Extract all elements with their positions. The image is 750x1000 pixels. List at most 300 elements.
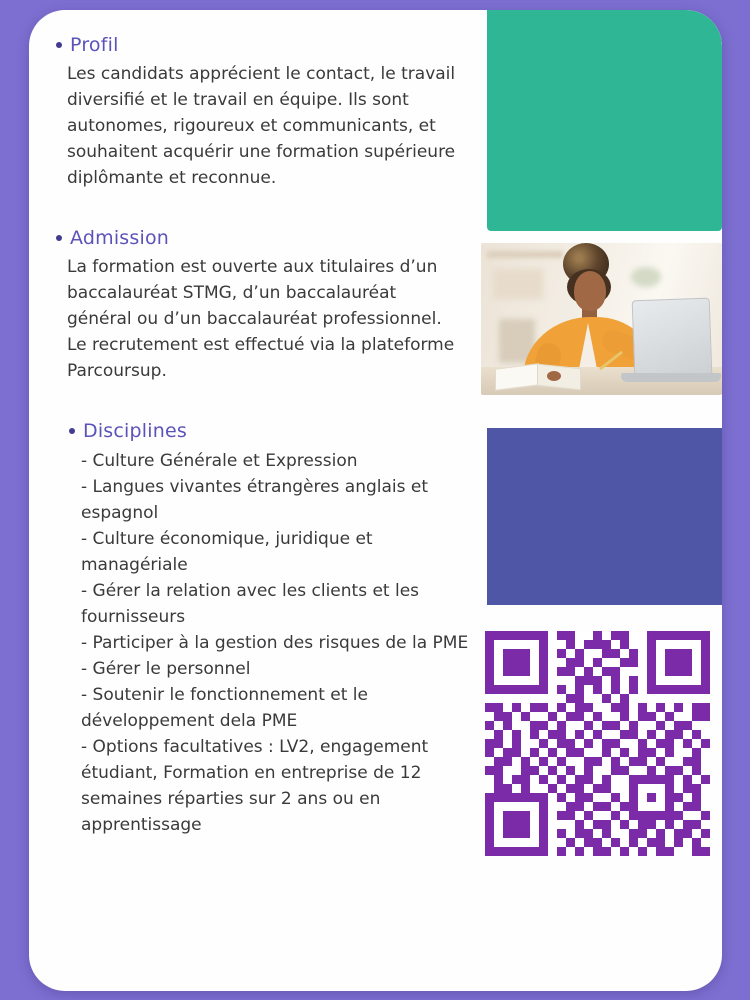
qr-module [692, 811, 701, 820]
qr-module [647, 811, 656, 820]
qr-module [656, 748, 665, 757]
qr-module [584, 811, 593, 820]
qr-module [584, 658, 593, 667]
photo-person-hand [547, 371, 561, 381]
qr-module [602, 676, 611, 685]
qr-module [512, 631, 521, 640]
qr-module [593, 694, 602, 703]
qr-module [665, 685, 674, 694]
qr-module [683, 757, 692, 766]
qr-module [584, 739, 593, 748]
qr-module [503, 766, 512, 775]
qr-module [656, 694, 665, 703]
qr-module [656, 721, 665, 730]
qr-module [593, 766, 602, 775]
qr-module [494, 658, 503, 667]
qr-module [602, 730, 611, 739]
qr-module [701, 631, 710, 640]
qr-module [647, 838, 656, 847]
qr-module [611, 739, 620, 748]
qr-module [674, 730, 683, 739]
qr-module [530, 649, 539, 658]
section-profil-heading [56, 34, 468, 56]
qr-module [638, 829, 647, 838]
qr-module [512, 640, 521, 649]
qr-module [683, 775, 692, 784]
qr-module [512, 685, 521, 694]
qr-module [602, 631, 611, 640]
qr-module [611, 721, 620, 730]
qr-module [503, 829, 512, 838]
qr-module [611, 775, 620, 784]
qr-module [503, 640, 512, 649]
qr-module [647, 685, 656, 694]
qr-module [611, 838, 620, 847]
qr-module [521, 721, 530, 730]
qr-module [512, 793, 521, 802]
qr-module [602, 775, 611, 784]
qr-module [611, 766, 620, 775]
qr-module [503, 676, 512, 685]
photo-plant [631, 267, 661, 287]
qr-module [494, 829, 503, 838]
qr-module [656, 649, 665, 658]
qr-module [575, 676, 584, 685]
qr-module [503, 748, 512, 757]
qr-module [539, 721, 548, 730]
qr-module [539, 838, 548, 847]
qr-module [683, 694, 692, 703]
qr-module [494, 640, 503, 649]
qr-module [557, 631, 566, 640]
qr-module [620, 730, 629, 739]
qr-module [656, 685, 665, 694]
qr-module [530, 784, 539, 793]
qr-module [638, 838, 647, 847]
qr-module [638, 730, 647, 739]
qr-module [665, 730, 674, 739]
qr-module [701, 685, 710, 694]
qr-module [593, 820, 602, 829]
qr-module [638, 631, 647, 640]
qr-module [665, 649, 674, 658]
qr-module [692, 640, 701, 649]
qr-module [485, 703, 494, 712]
qr-module [575, 712, 584, 721]
indigo-decor-block [487, 428, 722, 605]
bullet-icon [56, 42, 62, 48]
qr-module [692, 649, 701, 658]
qr-module [638, 820, 647, 829]
qr-module [620, 739, 629, 748]
qr-module [557, 685, 566, 694]
qr-module [566, 838, 575, 847]
qr-module [683, 685, 692, 694]
qr-module [647, 793, 656, 802]
qr-module [530, 694, 539, 703]
qr-module [611, 631, 620, 640]
qr-module [485, 748, 494, 757]
qr-module [674, 676, 683, 685]
qr-module [656, 811, 665, 820]
qr-module [485, 784, 494, 793]
qr-module [548, 838, 557, 847]
qr-module [530, 802, 539, 811]
qr-module [683, 838, 692, 847]
qr-module [485, 694, 494, 703]
qr-module [530, 712, 539, 721]
qr-module [548, 658, 557, 667]
qr-module [530, 739, 539, 748]
qr-module [548, 757, 557, 766]
qr-module [656, 784, 665, 793]
qr-module [701, 820, 710, 829]
qr-module [575, 757, 584, 766]
qr-module [512, 748, 521, 757]
qr-module [620, 694, 629, 703]
qr-module [494, 694, 503, 703]
qr-module [620, 757, 629, 766]
qr-module [629, 793, 638, 802]
qr-module [557, 775, 566, 784]
teal-decor-block [487, 10, 722, 231]
section-admission-heading [56, 227, 468, 249]
qr-module [575, 838, 584, 847]
qr-module [647, 703, 656, 712]
qr-module [548, 784, 557, 793]
qr-module [539, 640, 548, 649]
qr-module [584, 703, 593, 712]
qr-module [494, 802, 503, 811]
qr-module [629, 676, 638, 685]
qr-module [602, 766, 611, 775]
qr-module [620, 640, 629, 649]
qr-module [647, 820, 656, 829]
qr-module [683, 658, 692, 667]
qr-module [602, 820, 611, 829]
qr-module [692, 793, 701, 802]
qr-module [557, 802, 566, 811]
qr-module [656, 766, 665, 775]
qr-module [665, 811, 674, 820]
qr-module [557, 649, 566, 658]
qr-module [485, 820, 494, 829]
qr-module [521, 739, 530, 748]
qr-module [548, 730, 557, 739]
qr-module [674, 640, 683, 649]
qr-code [485, 631, 710, 856]
qr-module [629, 811, 638, 820]
qr-module [503, 730, 512, 739]
qr-module [548, 739, 557, 748]
qr-module [692, 847, 701, 856]
qr-module [620, 838, 629, 847]
photo-cupboard [493, 269, 543, 299]
qr-module [692, 829, 701, 838]
qr-module [629, 640, 638, 649]
qr-module [692, 631, 701, 640]
qr-module [602, 802, 611, 811]
qr-module [530, 757, 539, 766]
qr-module [683, 847, 692, 856]
qr-module [674, 847, 683, 856]
qr-module [593, 802, 602, 811]
qr-module [584, 685, 593, 694]
qr-module [620, 847, 629, 856]
qr-module [530, 775, 539, 784]
qr-module [539, 802, 548, 811]
qr-module [485, 829, 494, 838]
qr-module [638, 658, 647, 667]
qr-module [512, 820, 521, 829]
qr-module [656, 757, 665, 766]
qr-module [611, 694, 620, 703]
qr-module [557, 820, 566, 829]
qr-module [557, 694, 566, 703]
qr-module [485, 676, 494, 685]
qr-module [674, 757, 683, 766]
qr-module [503, 649, 512, 658]
qr-module [701, 829, 710, 838]
qr-module [602, 757, 611, 766]
qr-module [629, 766, 638, 775]
qr-module [647, 757, 656, 766]
qr-module [575, 748, 584, 757]
qr-module [638, 802, 647, 811]
qr-module [566, 847, 575, 856]
qr-module [674, 703, 683, 712]
qr-module [575, 802, 584, 811]
qr-module [494, 721, 503, 730]
section-body: La formation est ouverte aux titulaires d’un baccalauréat STMG, d’un baccalauréat général ou d’un baccalauréat professionnel. Le recrutement est effectué via la plateforme Parcoursup. [67, 257, 455, 381]
qr-module [530, 793, 539, 802]
qr-module [602, 793, 611, 802]
qr-module [566, 685, 575, 694]
qr-module [647, 694, 656, 703]
qr-module [602, 640, 611, 649]
qr-module [557, 811, 566, 820]
qr-module [593, 676, 602, 685]
qr-module [593, 685, 602, 694]
qr-module [521, 694, 530, 703]
qr-module [656, 676, 665, 685]
qr-module [674, 631, 683, 640]
qr-module [566, 658, 575, 667]
qr-module [530, 847, 539, 856]
qr-module [656, 829, 665, 838]
qr-module [584, 676, 593, 685]
qr-module [683, 802, 692, 811]
qr-module [674, 838, 683, 847]
qr-module [611, 703, 620, 712]
qr-module [575, 829, 584, 838]
qr-module [701, 721, 710, 730]
photo-laptop-screen [632, 298, 713, 379]
qr-module [557, 640, 566, 649]
qr-module [656, 631, 665, 640]
photo-shelf [487, 251, 563, 258]
qr-module [638, 649, 647, 658]
qr-module [494, 757, 503, 766]
qr-module [665, 802, 674, 811]
qr-module [611, 757, 620, 766]
qr-module [593, 847, 602, 856]
qr-module [638, 739, 647, 748]
qr-module [656, 667, 665, 676]
qr-module [701, 793, 710, 802]
qr-module [503, 793, 512, 802]
qr-module [692, 766, 701, 775]
qr-module [503, 847, 512, 856]
section-body: Les candidats apprécient le contact, le travail diversifié et le travail en équipe. Ils sont autonomes, rigoureux et communicants, et souhaitent acquérir une formation supérieure diplômante et reconnue. [67, 64, 456, 188]
qr-module [665, 829, 674, 838]
qr-module [521, 757, 530, 766]
qr-module [539, 766, 548, 775]
qr-module [530, 640, 539, 649]
qr-module [575, 667, 584, 676]
qr-module [593, 811, 602, 820]
qr-module [656, 703, 665, 712]
qr-module [683, 703, 692, 712]
qr-module [566, 667, 575, 676]
qr-module [656, 739, 665, 748]
qr-module [656, 730, 665, 739]
qr-module [665, 757, 674, 766]
qr-module [638, 676, 647, 685]
qr-module [647, 712, 656, 721]
qr-module [485, 739, 494, 748]
qr-module [674, 829, 683, 838]
qr-module [692, 730, 701, 739]
qr-module [620, 658, 629, 667]
qr-module [701, 712, 710, 721]
disciplines-list [81, 448, 473, 838]
qr-module [512, 721, 521, 730]
qr-module [575, 784, 584, 793]
qr-module [701, 667, 710, 676]
qr-module [602, 721, 611, 730]
qr-module [521, 829, 530, 838]
qr-module [593, 775, 602, 784]
qr-module [692, 658, 701, 667]
qr-module [674, 775, 683, 784]
qr-module [548, 793, 557, 802]
qr-module [602, 739, 611, 748]
qr-module [602, 658, 611, 667]
qr-module [557, 766, 566, 775]
qr-module [584, 847, 593, 856]
section-title: Profil [70, 34, 119, 56]
section-profil [56, 34, 468, 191]
qr-module [647, 739, 656, 748]
qr-module [485, 766, 494, 775]
qr-module [548, 847, 557, 856]
qr-module [584, 640, 593, 649]
qr-module [530, 676, 539, 685]
bullet-icon [69, 428, 75, 434]
qr-module [512, 730, 521, 739]
qr-module [620, 649, 629, 658]
qr-module [494, 748, 503, 757]
qr-module [548, 712, 557, 721]
qr-module [701, 838, 710, 847]
qr-module [512, 703, 521, 712]
qr-module [539, 784, 548, 793]
section-disciplines [69, 420, 468, 838]
qr-module [701, 802, 710, 811]
qr-module [611, 685, 620, 694]
qr-module [566, 748, 575, 757]
discipline-item: - Culture économique, juridique et managériale [81, 529, 373, 575]
qr-module [683, 793, 692, 802]
qr-module [539, 820, 548, 829]
qr-module [647, 721, 656, 730]
qr-module [521, 640, 530, 649]
qr-module [692, 784, 701, 793]
qr-module [611, 811, 620, 820]
qr-module [548, 676, 557, 685]
qr-module [485, 838, 494, 847]
section-disciplines-heading [69, 420, 468, 442]
qr-module [584, 766, 593, 775]
qr-module [647, 775, 656, 784]
qr-module [575, 739, 584, 748]
qr-module [548, 775, 557, 784]
qr-module [602, 649, 611, 658]
qr-module [521, 676, 530, 685]
qr-module [674, 766, 683, 775]
qr-module [494, 739, 503, 748]
qr-module [683, 784, 692, 793]
qr-module [611, 748, 620, 757]
qr-module [584, 694, 593, 703]
qr-module [638, 757, 647, 766]
section-title: Disciplines [83, 420, 187, 442]
qr-module [566, 739, 575, 748]
qr-module [566, 703, 575, 712]
qr-module [521, 820, 530, 829]
qr-module [692, 739, 701, 748]
qr-module [548, 829, 557, 838]
qr-module [674, 811, 683, 820]
qr-module [503, 667, 512, 676]
qr-module [521, 802, 530, 811]
qr-module [557, 784, 566, 793]
qr-module [683, 676, 692, 685]
qr-module [557, 667, 566, 676]
qr-module [548, 640, 557, 649]
qr-module [548, 694, 557, 703]
qr-module [701, 784, 710, 793]
qr-module [566, 631, 575, 640]
qr-module [575, 793, 584, 802]
qr-module [629, 847, 638, 856]
qr-module [512, 784, 521, 793]
qr-module [620, 712, 629, 721]
qr-module [485, 721, 494, 730]
qr-module [593, 721, 602, 730]
qr-module [539, 685, 548, 694]
qr-module [665, 838, 674, 847]
qr-module [647, 658, 656, 667]
qr-module [665, 658, 674, 667]
qr-module [494, 847, 503, 856]
qr-module [530, 667, 539, 676]
qr-module [665, 766, 674, 775]
qr-module [530, 721, 539, 730]
qr-module [512, 811, 521, 820]
qr-module [539, 847, 548, 856]
